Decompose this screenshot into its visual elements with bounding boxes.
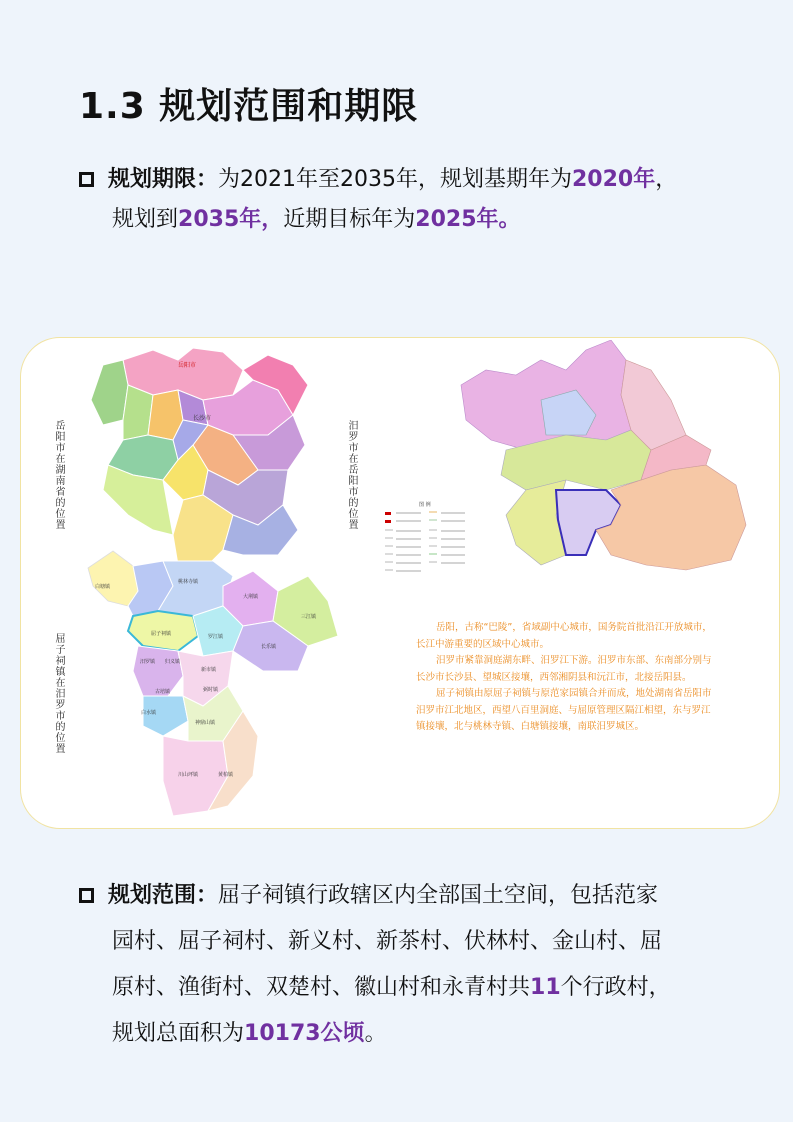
town-label: 川山坪镇 <box>178 772 199 778</box>
description-miluo: 汨罗市紧靠洞庭湖东畔、汨罗江下游。汨罗市东部、东南部分别与长沙市长沙县、望城区接壤，西邻湘阴县和沅江市，北接岳阳县。 <box>416 655 712 683</box>
town-label: 黄柏镇 <box>218 772 234 778</box>
town-label: 屈子祠镇 <box>151 631 172 637</box>
town-label: 罗江镇 <box>208 634 224 640</box>
period-text-a: 为2021年至2035年，规划基期年为 <box>218 167 572 192</box>
town-label: 归义镇 <box>165 659 181 665</box>
town-label: 汨罗镇 <box>140 659 156 665</box>
town-label: 三江镇 <box>301 614 317 620</box>
base-year: 2020年 <box>572 167 656 192</box>
town-label: 古培镇 <box>155 689 171 695</box>
quzici-map-caption: 屈子祠镇在汨罗市的位置 <box>53 633 64 754</box>
village-count: 11 <box>530 975 561 1000</box>
hunan-province-map <box>83 340 315 578</box>
yueyang-city-map <box>446 340 756 572</box>
description-yueyang: 岳阳，古称“巴陵”，省域副中心城市，国务院首批沿江开放城市，长江中游重要的区域中心城市。 <box>416 622 712 650</box>
page-title: 1.3 规划范围和期限 <box>79 86 419 127</box>
total-area: 10173公顷 <box>244 1021 365 1046</box>
scope-label: 规划范围： <box>108 883 219 908</box>
period-label: 规划期限： <box>108 167 219 192</box>
scope-line4b: 。 <box>364 1021 387 1046</box>
town-label: 大荆镇 <box>243 594 259 600</box>
planning-scope-paragraph <box>79 876 759 1054</box>
planning-period-paragraph <box>79 160 759 240</box>
location-description <box>416 620 716 736</box>
period-text-c: 规划到 <box>112 207 179 232</box>
town-label: 白塘镇 <box>95 584 111 590</box>
location-figure-panel <box>20 337 780 829</box>
scope-line2: 园村、屈子祠村、新义村、新茶村、伏林村、金山村、屈 <box>112 929 663 954</box>
svg-text:长沙市: 长沙市 <box>193 415 212 422</box>
town-label: 弼时镇 <box>203 687 219 693</box>
town-label: 新市镇 <box>201 667 217 673</box>
hunan-map-caption: 岳阳市在湖南省的位置 <box>53 420 64 530</box>
town-label: 神鼎山镇 <box>195 720 216 726</box>
description-quzici: 屈子祠镇由原屈子祠镇与原范家园镇合并而成，地处湖南省岳阳市汨罗市江北地区，西望八百里洞庭、与屈原管理区隔江相望，东与罗江镇接壤，北与桃林寺镇、白塘镇接壤，南联汨罗城区。 <box>416 688 712 732</box>
scope-line3a: 原村、渔街村、双楚村、徽山村和永青村共 <box>112 975 531 1000</box>
town-label: 长乐镇 <box>261 644 277 650</box>
period-text-b: ， <box>655 167 678 192</box>
town-label: 桃林寺镇 <box>178 579 199 585</box>
bullet-square-icon <box>79 172 94 187</box>
town-label: 白水镇 <box>141 710 157 716</box>
bullet-square-icon <box>79 888 94 903</box>
svg-text:岳阳市: 岳阳市 <box>178 362 197 369</box>
period-text-d: 近期目标年为 <box>283 207 416 232</box>
miluo-township-map <box>83 546 353 821</box>
scope-line4a: 规划总面积为 <box>112 1021 245 1046</box>
target-year: 2035年， <box>178 207 284 232</box>
near-year: 2025年。 <box>415 207 521 232</box>
scope-line3b: 个行政村， <box>560 975 671 1000</box>
map-legend <box>381 498 471 576</box>
scope-line1: 屈子祠镇行政辖区内全部国土空间，包括范家 <box>218 883 659 908</box>
legend-title: 图 例 <box>419 502 431 508</box>
miluo-map-caption: 汨罗市在岳阳市的位置 <box>346 420 357 530</box>
